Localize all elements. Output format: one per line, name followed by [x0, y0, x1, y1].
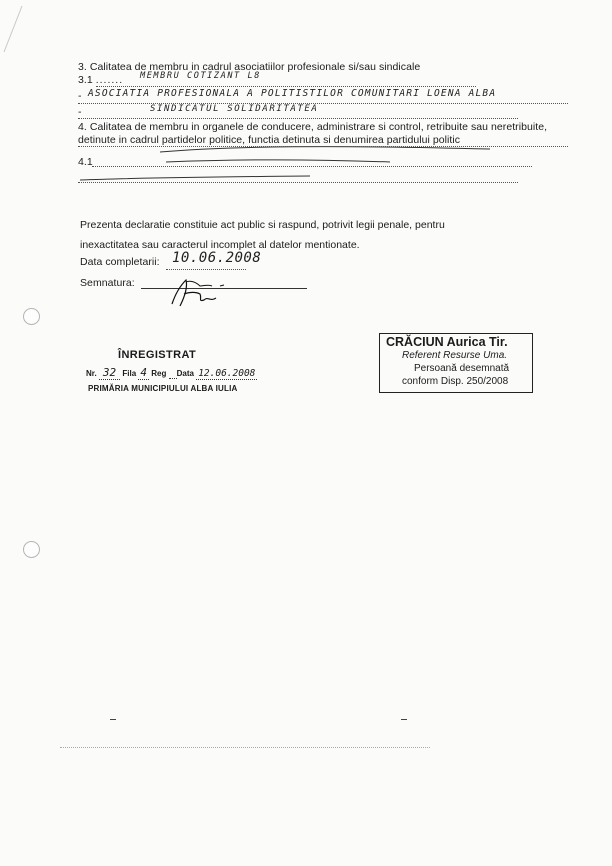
date-value: 10.06.2008: [172, 250, 262, 266]
registration-title: ÎNREGISTRAT: [118, 349, 197, 361]
handwritten-association: ASOCIATIA PROFESIONALA A POLITISTILOR COMUNITARI LOENA ALBA: [88, 88, 497, 99]
section4-heading-line1: 4. Calitatea de membru in organele de conducere, administrare si control, retribuite sau neretribuite,: [78, 121, 548, 133]
scan-mark-1: [110, 719, 116, 720]
registration-fila-value: 4: [140, 366, 148, 379]
handwritten-member-type: MEMBRU COTIZANT L8: [140, 71, 261, 81]
section3-heading: 3. Calitatea de membru in cadrul asociatiilor profesionale si/sau sindicale: [78, 61, 421, 73]
scan-mark-2: [401, 719, 407, 720]
designation-stamp: [379, 333, 533, 393]
registration-institution: PRIMĂRIA MUNICIPIULUI ALBA IULIA: [88, 384, 238, 393]
section3-item-num: 3.1: [78, 74, 93, 86]
date-rule: [166, 269, 246, 270]
handwritten-union: SINDICATUL SOLIDARITATEA: [150, 104, 319, 114]
signature-label: Semnatura:: [80, 277, 135, 289]
section3-rule-1: [96, 86, 476, 87]
scan-mark-line: [60, 747, 430, 748]
registration-date-value: 12.06.2008: [198, 368, 256, 379]
designation-name: CRĂCIUN Aurica Tir.: [386, 335, 508, 349]
section4-rule-3: [78, 182, 518, 183]
section4-heading-line2: detinute in cadrul partidelor politice, functia detinuta si denumirea partidului politic: [78, 134, 461, 146]
designation-legal-basis: conform Disp. 250/2008: [402, 376, 509, 387]
section4-rule-1: [78, 146, 568, 147]
scan-artifact: [0, 0, 40, 60]
punch-hole-top: [23, 308, 40, 325]
signature-drawing: [160, 274, 230, 314]
date-label: Data completarii:: [80, 256, 160, 268]
designation-role: Referent Resurse Uma.: [402, 350, 508, 361]
registration-fila-label: Fila: [122, 369, 137, 378]
declaration-line-1: Prezenta declaratie constituie act public si raspund, potrivit legii penale, pentru: [80, 219, 445, 231]
bullet-dash-2: -: [78, 106, 82, 118]
registration-data-label: Data: [176, 369, 194, 378]
declaration-line-2: inexactitatea sau caracterul incomplet al datelor mentionate.: [80, 239, 360, 251]
section3-item-number: [78, 74, 123, 86]
registration-nr-value: 32: [99, 366, 120, 380]
section4-item-number: 4.1: [78, 156, 93, 168]
registration-nr-label: Nr.: [86, 369, 97, 378]
section4-rule-2: [92, 166, 532, 167]
registration-stamp: [86, 349, 266, 399]
bullet-dash-1: -: [78, 90, 82, 102]
punch-hole-bottom: [23, 541, 40, 558]
registration-fields: [86, 366, 257, 379]
section3-rule-3: [78, 118, 518, 119]
designation-person: Persoană desemnată: [414, 363, 510, 374]
section3-item-dots: .......: [95, 74, 124, 86]
registration-reg-label: Reg: [151, 369, 167, 378]
